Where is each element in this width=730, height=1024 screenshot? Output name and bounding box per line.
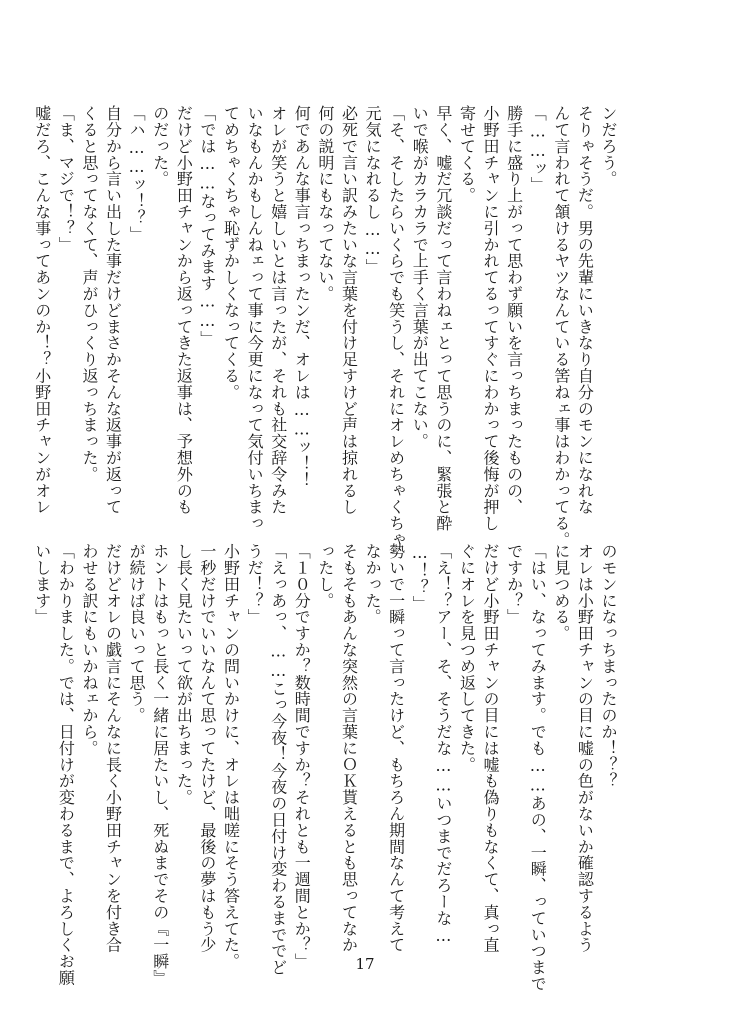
text-line: 「ハ……ッ！？」 — [127, 105, 147, 243]
text-line: 「え！？アー、そ、そうだな……いつまでだろーな… — [433, 543, 453, 946]
text-line: てめちゃくちゃ恥ずかしくなってくる。 — [221, 105, 241, 401]
text-line: が続けば良いって思う。 — [127, 543, 147, 724]
page-number: 17 — [355, 955, 375, 973]
text-line: ですか？」 — [504, 543, 524, 625]
text-line: 寄せてくる。 — [457, 105, 477, 204]
text-line: …！？」 — [410, 543, 430, 612]
text-line: 自分から言い出した事だけどまさかそんな返事が返って — [103, 105, 123, 515]
text-line: 「１０分ですか？数時間ですか？それとも一週間とか？」 — [292, 543, 312, 970]
text-block-top — [32, 105, 620, 548]
text-line: だけどオレの戯言にそんなに長く小野田チャンを付き合 — [103, 543, 123, 953]
text-line: いします」 — [32, 543, 52, 625]
text-line: 小野田チャンの問いかけに、オレは咄嗟にそう答えてた。 — [221, 543, 241, 970]
text-line: わせる訳にもいかねェから。 — [79, 543, 99, 757]
text-line: オレは小野田チャンの目に嘘の色がないか確認するよう — [575, 543, 595, 953]
text-line: 小野田チャンに引かれてるってすぐにわかって後悔が押し — [481, 105, 501, 532]
text-line: に見つめる。 — [551, 543, 571, 642]
text-line: 「えっあっ、……こっ今夜！今夜の日付け変わるまででど — [268, 543, 288, 976]
text-line: 「そ、そしたらいくらでも笑うし、それにオレめちゃくちゃ — [386, 105, 406, 548]
text-line: そりゃそうだ。男の先輩にいきなり自分のモンになれな — [575, 105, 595, 515]
text-line: 「……ッ」 — [528, 105, 548, 193]
text-line: 嘘だろ、こんな事ってあンのか！？小野田チャンがオレ — [32, 105, 52, 515]
text-line: だけど小野田チャンの目には嘘も偽りもなくて、真っ直 — [481, 543, 501, 953]
text-line: 「では……なってみます……」 — [197, 105, 217, 347]
text-line: し長く見たいって欲が出ちまった。 — [174, 543, 194, 806]
text-line: のだった。 — [150, 105, 170, 187]
text-line: 早く、嘘だ冗談だって言わねェとって思うのに、緊張と酔 — [433, 105, 453, 532]
text-line: 「ま、マジで！？」 — [56, 105, 76, 253]
text-line: うだ！？」 — [245, 543, 265, 625]
text-line: 勢いで一瞬って言ったけど、もちろん期間なんて考えて — [386, 543, 406, 953]
text-line: ホントはもっと長く一緒に居たいし、死ぬまでその『一瞬』 — [150, 543, 170, 986]
text-line: だけど小野田チャンから返ってきた返事は、予想外のも — [174, 105, 194, 515]
text-line: 「わかりました。では、日付けが変わるまで、よろしくお願 — [56, 543, 76, 986]
text-line: いなもんかもしんねェって事に今更になって気付いちまっ — [245, 105, 265, 532]
text-line: 何であんな事言っちまったンだ、オレは……ッ！！ — [292, 105, 312, 489]
text-line: 「はい、なってみます。でも……あの、一瞬、っていつまで — [528, 543, 548, 992]
text-line: 元気になれるし……」 — [363, 105, 383, 275]
text-line: 一秒だけでいいなんて思ってたけど、最後の夢はもう少 — [197, 543, 217, 953]
text-line: くると思ってなくて、声がひっくり返っちまった。 — [79, 105, 99, 483]
text-line: 何の説明にもなってない。 — [315, 105, 335, 302]
text-line: 勝手に盛り上がって思わず願いを言っちまったものの、 — [504, 105, 524, 515]
text-line: いで喉がカラカラで上手く言葉が出てこない。 — [410, 105, 430, 450]
text-line: んて言われて頷けるヤツなんている筈ねェ事はわかってる。 — [551, 105, 571, 548]
text-line: のモンになっちまったのか！？？ — [599, 543, 618, 789]
text-line: ンだろう。 — [599, 105, 618, 187]
text-line: ったし。 — [315, 543, 335, 609]
text-line: そもそもあんな突然の言葉にＯＫ貰えるとも思ってなか — [339, 543, 359, 953]
text-line: オレが笑うと嬉しいとは言ったが、それも社交辞令みた — [268, 105, 288, 515]
text-line: ぐにオレを見つめ返してきた。 — [457, 543, 477, 773]
text-line: なかった。 — [363, 543, 383, 625]
text-line: 必死で言い訳みたいな言葉を付け足すけど声は掠れるし — [339, 105, 359, 515]
